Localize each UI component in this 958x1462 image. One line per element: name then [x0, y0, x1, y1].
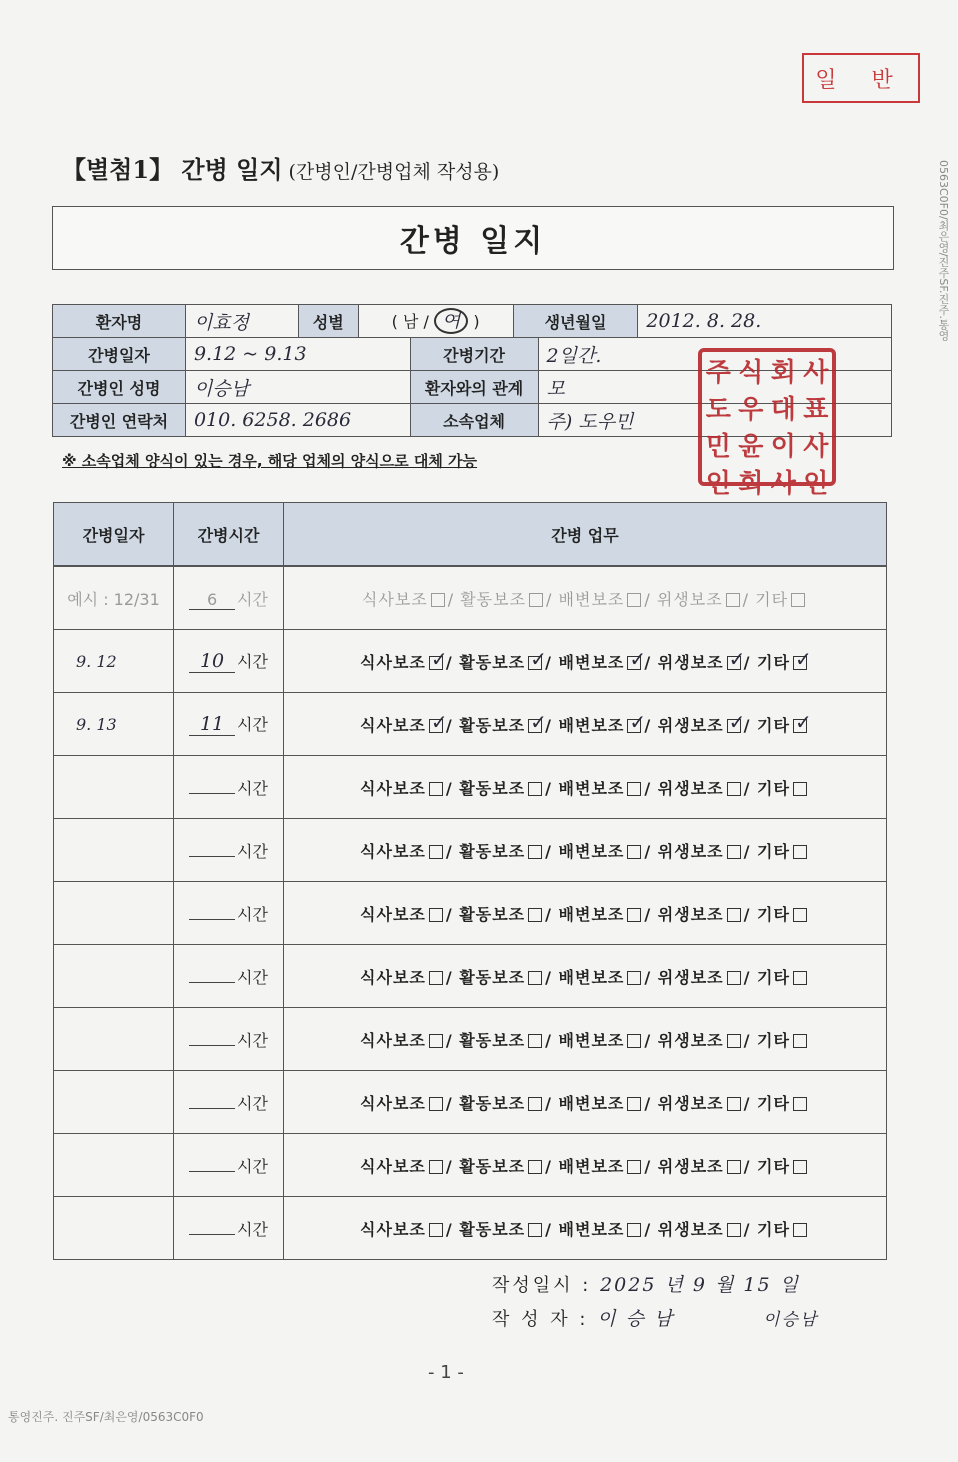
duty-checkbox[interactable]: [528, 782, 542, 796]
duty-label: 기타: [757, 1030, 790, 1050]
seal-glyph: 표: [803, 395, 829, 425]
duty-label: 위생보조: [657, 1093, 724, 1113]
hours-unit: 시간: [237, 715, 268, 734]
relation-label: 환자와의 관계: [410, 371, 538, 404]
duty-checkbox[interactable]: [429, 908, 443, 922]
hours-unit: 시간: [237, 778, 268, 798]
caregiver-name-label: 간병인 성명: [53, 371, 186, 404]
log-hours-value: [189, 982, 235, 983]
duty-checkbox[interactable]: [793, 719, 807, 733]
duty-label: 위생보조: [657, 652, 724, 672]
annex-subtitle: (간병인/간병업체 작성용): [288, 161, 500, 183]
duty-label: 위생보조: [657, 1156, 724, 1176]
seal-glyph: 주: [705, 358, 731, 388]
duty-checkbox[interactable]: [627, 1097, 641, 1111]
log-date[interactable]: [54, 1008, 174, 1071]
duty-label: 위생보조: [657, 778, 724, 798]
log-row: [54, 1008, 887, 1071]
log-row: [54, 756, 887, 819]
log-duties: 식사보조 / 활동보조 / 배변보조 / 위생보조 / 기타: [284, 945, 887, 1008]
page-number: - 1 -: [428, 1362, 464, 1383]
duty-label: 배변보조: [558, 652, 625, 672]
log-date[interactable]: [54, 1134, 174, 1197]
caregiver-contact-label: 간병인 연락처: [53, 404, 186, 437]
hours-unit: 시간: [237, 589, 268, 609]
care-period-label: 간병기간: [410, 338, 538, 371]
form-note: ※ 소속업체 양식이 있는 경우, 해당 업체의 양식으로 대체 가능: [62, 452, 478, 470]
duty-checkbox[interactable]: [793, 908, 807, 922]
log-row: [54, 1134, 887, 1197]
duty-checkbox[interactable]: [528, 719, 542, 733]
author-label: 작 성 자 :: [492, 1309, 589, 1330]
log-hours-value: [189, 1045, 235, 1046]
duty-label: 배변보조: [558, 841, 625, 861]
duty-label: 기타: [757, 778, 790, 798]
duty-label: 식사보조: [360, 1093, 426, 1113]
log-hours[interactable]: [174, 1008, 284, 1071]
annex-title: [62, 150, 499, 185]
log-hours[interactable]: [174, 819, 284, 882]
hours-unit: 시간: [237, 652, 268, 671]
duty-label: 기타: [755, 589, 789, 609]
duty-checkbox[interactable]: [429, 1034, 443, 1048]
duty-checkbox[interactable]: [727, 719, 741, 733]
patient-name[interactable]: 이효정: [185, 305, 298, 338]
duty-label: 기타: [757, 715, 790, 735]
sex-choice[interactable]: ( 남 / 여 ): [358, 305, 513, 338]
log-hours-value: [189, 1171, 235, 1172]
duty-label: 위생보조: [657, 904, 724, 924]
duty-checkbox[interactable]: [429, 656, 443, 670]
seal-glyph: 사: [803, 432, 829, 462]
duty-label: 배변보조: [558, 1030, 625, 1050]
duty-label: 식사보조: [361, 589, 428, 609]
log-duties: 식사보조✓ / 활동보조✓ / 배변보조✓ / 위생보조✓ / 기타✓: [284, 693, 887, 756]
duty-label: 활동보조: [459, 1219, 526, 1239]
dob-value[interactable]: 2012. 8. 28.: [638, 305, 892, 338]
checkbox-icon: [726, 593, 740, 607]
duty-label: 배변보조: [558, 1156, 625, 1176]
duty-checkbox[interactable]: [727, 1160, 741, 1174]
duty-label: 위생보조: [657, 841, 724, 861]
hours-unit: 시간: [237, 1093, 268, 1113]
log-hours[interactable]: [174, 1134, 284, 1197]
checkbox-icon: [529, 593, 543, 607]
seal-glyph: 윤: [738, 432, 764, 462]
log-row: [54, 1071, 887, 1134]
duty-checkbox[interactable]: [429, 845, 443, 859]
duty-checkbox[interactable]: [627, 1034, 641, 1048]
duty-label: 위생보조: [657, 1030, 724, 1050]
duty-label: 배변보조: [558, 778, 625, 798]
duty-label: 식사보조: [360, 841, 426, 861]
duty-checkbox[interactable]: [793, 1034, 807, 1048]
duty-label: 기타: [757, 652, 790, 672]
duty-label: 배변보조: [558, 904, 625, 924]
duty-checkbox[interactable]: [727, 971, 741, 985]
duty-label: 식사보조: [360, 1030, 426, 1050]
duty-label: 배변보조: [558, 715, 625, 735]
duty-checkbox[interactable]: [429, 1223, 443, 1237]
duty-checkbox[interactable]: [793, 845, 807, 859]
seal-glyph: 사: [803, 358, 829, 388]
duty-checkbox[interactable]: [793, 1097, 807, 1111]
header-care-hours: 간병시간: [174, 503, 284, 567]
header-care-date: 간병일자: [54, 503, 174, 567]
log-hours-value: 10: [189, 650, 235, 673]
duty-checkbox[interactable]: [793, 1160, 807, 1174]
duty-label: 활동보조: [460, 589, 527, 609]
author-value[interactable]: 이 승 남: [597, 1308, 675, 1330]
log-date[interactable]: [54, 1071, 174, 1134]
seal-glyph: 도: [705, 395, 731, 425]
log-row: [54, 1197, 887, 1260]
seal-glyph: 사: [770, 469, 796, 499]
example-duties: 식사보조 / 활동보조 / 배변보조 / 위생보조 / 기타: [284, 566, 887, 630]
duty-label: 활동보조: [459, 1093, 526, 1113]
hours-unit: 시간: [237, 1030, 268, 1050]
duty-label: 위생보조: [657, 1219, 724, 1239]
log-duties: 식사보조 / 활동보조 / 배변보조 / 위생보조 / 기타: [284, 882, 887, 945]
log-date[interactable]: [54, 756, 174, 819]
duty-label: 기타: [757, 967, 790, 987]
log-hours[interactable]: [174, 1071, 284, 1134]
checkbox-icon: [627, 593, 641, 607]
duty-checkbox[interactable]: [429, 782, 443, 796]
log-hours[interactable]: [174, 756, 284, 819]
written-date-value[interactable]: 2025 년 9 월 15 일: [600, 1274, 800, 1296]
duty-label: 활동보조: [459, 715, 526, 735]
log-row: [54, 882, 887, 945]
duty-checkbox[interactable]: [727, 1097, 741, 1111]
duty-label: 기타: [757, 1093, 790, 1113]
example-date: 예시 : 12/31: [54, 566, 174, 630]
log-date[interactable]: [54, 882, 174, 945]
hours-unit: 시간: [237, 841, 268, 861]
author-signature: 이승남: [763, 1310, 819, 1330]
duty-label: 활동보조: [459, 967, 526, 987]
duty-checkbox[interactable]: [727, 782, 741, 796]
log-date[interactable]: [54, 819, 174, 882]
care-period-value[interactable]: 2일간.: [538, 338, 891, 371]
duty-checkbox[interactable]: [528, 1160, 542, 1174]
log-duties: 식사보조 / 활동보조 / 배변보조 / 위생보조 / 기타: [284, 1071, 887, 1134]
log-hours-value: 11: [189, 713, 235, 736]
log-row: [54, 819, 887, 882]
duty-checkbox[interactable]: [627, 908, 641, 922]
duty-label: 기타: [757, 1156, 790, 1176]
duty-label: 기타: [757, 1219, 790, 1239]
duty-checkbox[interactable]: [793, 782, 807, 796]
company-seal: [698, 348, 836, 499]
duty-checkbox[interactable]: [528, 908, 542, 922]
company-value[interactable]: 주) 도우민: [538, 404, 891, 437]
log-row: [54, 630, 887, 693]
duty-label: 위생보조: [656, 589, 723, 609]
duty-label: 식사보조: [360, 652, 426, 672]
written-date-label: 작성일시 :: [492, 1275, 592, 1296]
sex-label: 성별: [298, 305, 358, 338]
duty-checkbox[interactable]: [793, 971, 807, 985]
annex-title-text: 【별첨1】 간병 일지: [62, 155, 283, 184]
duty-checkbox[interactable]: [727, 845, 741, 859]
duty-checkbox[interactable]: [627, 845, 641, 859]
log-duties: 식사보조 / 활동보조 / 배변보조 / 위생보조 / 기타: [284, 1134, 887, 1197]
duty-checkbox[interactable]: [793, 1223, 807, 1237]
duty-label: 식사보조: [360, 967, 426, 987]
log-row: [54, 693, 887, 756]
duty-checkbox[interactable]: [528, 1097, 542, 1111]
duty-label: 배변보조: [558, 1219, 625, 1239]
seal-glyph: 회: [770, 358, 796, 388]
seal-glyph: 식: [738, 358, 764, 388]
log-duties: 식사보조 / 활동보조 / 배변보조 / 위생보조 / 기타: [284, 819, 887, 882]
patient-name-label: 환자명: [53, 305, 186, 338]
duty-label: 식사보조: [360, 904, 426, 924]
dob-label: 생년월일: [513, 305, 638, 338]
duty-label: 기타: [757, 841, 790, 861]
duty-checkbox[interactable]: [627, 1223, 641, 1237]
seal-glyph: 민: [705, 432, 731, 462]
duty-label: 배변보조: [558, 967, 625, 987]
duty-checkbox[interactable]: [528, 845, 542, 859]
margin-watermark-text: 0563C0F0/최은영/진주SF.진주.통영: [937, 160, 950, 341]
log-hours-value: [189, 919, 235, 920]
duty-label: 활동보조: [459, 1030, 526, 1050]
log-row: [54, 945, 887, 1008]
duty-label: 활동보조: [459, 652, 526, 672]
classification-stamp: 일 반: [802, 53, 920, 103]
duty-checkbox[interactable]: [429, 1097, 443, 1111]
checkbox-icon: [791, 593, 805, 607]
log-date[interactable]: [54, 945, 174, 1008]
duty-checkbox[interactable]: [429, 971, 443, 985]
log-date[interactable]: 9. 13: [54, 693, 174, 756]
caregiver-contact-value[interactable]: 010. 6258. 2686: [185, 404, 410, 437]
duty-label: 식사보조: [360, 1219, 426, 1239]
duty-checkbox[interactable]: [627, 1160, 641, 1174]
log-hours[interactable]: [174, 630, 284, 693]
log-hours-value: [189, 793, 235, 794]
duty-label: 위생보조: [657, 715, 724, 735]
relation-value[interactable]: 모: [538, 371, 891, 404]
duty-checkbox[interactable]: [528, 1034, 542, 1048]
header-care-duties: 간병 업무: [284, 503, 887, 567]
care-dates-label: 간병일자: [53, 338, 186, 371]
example-hours: [174, 566, 284, 630]
seal-glyph: 대: [770, 395, 796, 425]
example-hours-value: 6: [189, 590, 235, 610]
log-duties: 식사보조 / 활동보조 / 배변보조 / 위생보조 / 기타: [284, 756, 887, 819]
duty-checkbox[interactable]: [627, 719, 641, 733]
sex-selected: 여: [434, 308, 468, 334]
hours-unit: 시간: [237, 967, 268, 987]
care-dates-value[interactable]: 9.12 ~ 9.13: [185, 338, 410, 371]
seal-glyph: 인: [705, 469, 731, 499]
log-duties: 식사보조✓ / 활동보조✓ / 배변보조✓ / 위생보조✓ / 기타✓: [284, 630, 887, 693]
log-date[interactable]: 9. 12: [54, 630, 174, 693]
signature-block: [492, 1270, 818, 1338]
duty-checkbox[interactable]: [627, 971, 641, 985]
duty-label: 식사보조: [360, 715, 426, 735]
duty-checkbox[interactable]: [727, 908, 741, 922]
log-hours[interactable]: [174, 945, 284, 1008]
log-hours[interactable]: [174, 693, 284, 756]
duty-checkbox[interactable]: [627, 656, 641, 670]
duty-label: 활동보조: [459, 904, 526, 924]
duty-label: 배변보조: [558, 1093, 625, 1113]
seal-glyph: 회: [738, 469, 764, 499]
caregiver-name-value[interactable]: 이승남: [185, 371, 410, 404]
duty-checkbox[interactable]: [429, 1160, 443, 1174]
example-row: [54, 566, 887, 630]
care-log-table: [53, 502, 887, 1260]
duty-checkbox[interactable]: [528, 1223, 542, 1237]
duty-label: 배변보조: [558, 589, 625, 609]
duty-checkbox[interactable]: [727, 656, 741, 670]
form-title: 간병 일지: [52, 206, 894, 270]
duty-label: 식사보조: [360, 778, 426, 798]
duty-label: 위생보조: [657, 967, 724, 987]
duty-checkbox[interactable]: [528, 971, 542, 985]
seal-glyph: 우: [738, 395, 764, 425]
log-hours[interactable]: [174, 1197, 284, 1260]
duty-label: 활동보조: [459, 841, 526, 861]
footer-id: 통영진주. 진주SF/최은영/0563C0F0: [8, 1410, 204, 1424]
duty-label: 활동보조: [459, 778, 526, 798]
hours-unit: 시간: [237, 1219, 268, 1239]
duty-checkbox[interactable]: [727, 1034, 741, 1048]
log-hours-value: [189, 1234, 235, 1235]
hours-unit: 시간: [237, 904, 268, 924]
log-date[interactable]: [54, 1197, 174, 1260]
duty-checkbox[interactable]: [528, 656, 542, 670]
log-duties: 식사보조 / 활동보조 / 배변보조 / 위생보조 / 기타: [284, 1197, 887, 1260]
log-hours[interactable]: [174, 882, 284, 945]
hours-unit: 시간: [237, 1156, 268, 1176]
checkbox-icon: [431, 593, 445, 607]
log-hours-value: [189, 1108, 235, 1109]
duty-checkbox[interactable]: [627, 782, 641, 796]
seal-glyph: 이: [770, 432, 796, 462]
duty-label: 식사보조: [360, 1156, 426, 1176]
seal-glyph: 인: [803, 469, 829, 499]
company-label: 소속업체: [410, 404, 538, 437]
log-hours-value: [189, 856, 235, 857]
log-duties: 식사보조 / 활동보조 / 배변보조 / 위생보조 / 기타: [284, 1008, 887, 1071]
duty-checkbox[interactable]: [429, 719, 443, 733]
duty-label: 활동보조: [459, 1156, 526, 1176]
duty-checkbox[interactable]: [793, 656, 807, 670]
duty-checkbox[interactable]: [727, 1223, 741, 1237]
duty-label: 기타: [757, 904, 790, 924]
